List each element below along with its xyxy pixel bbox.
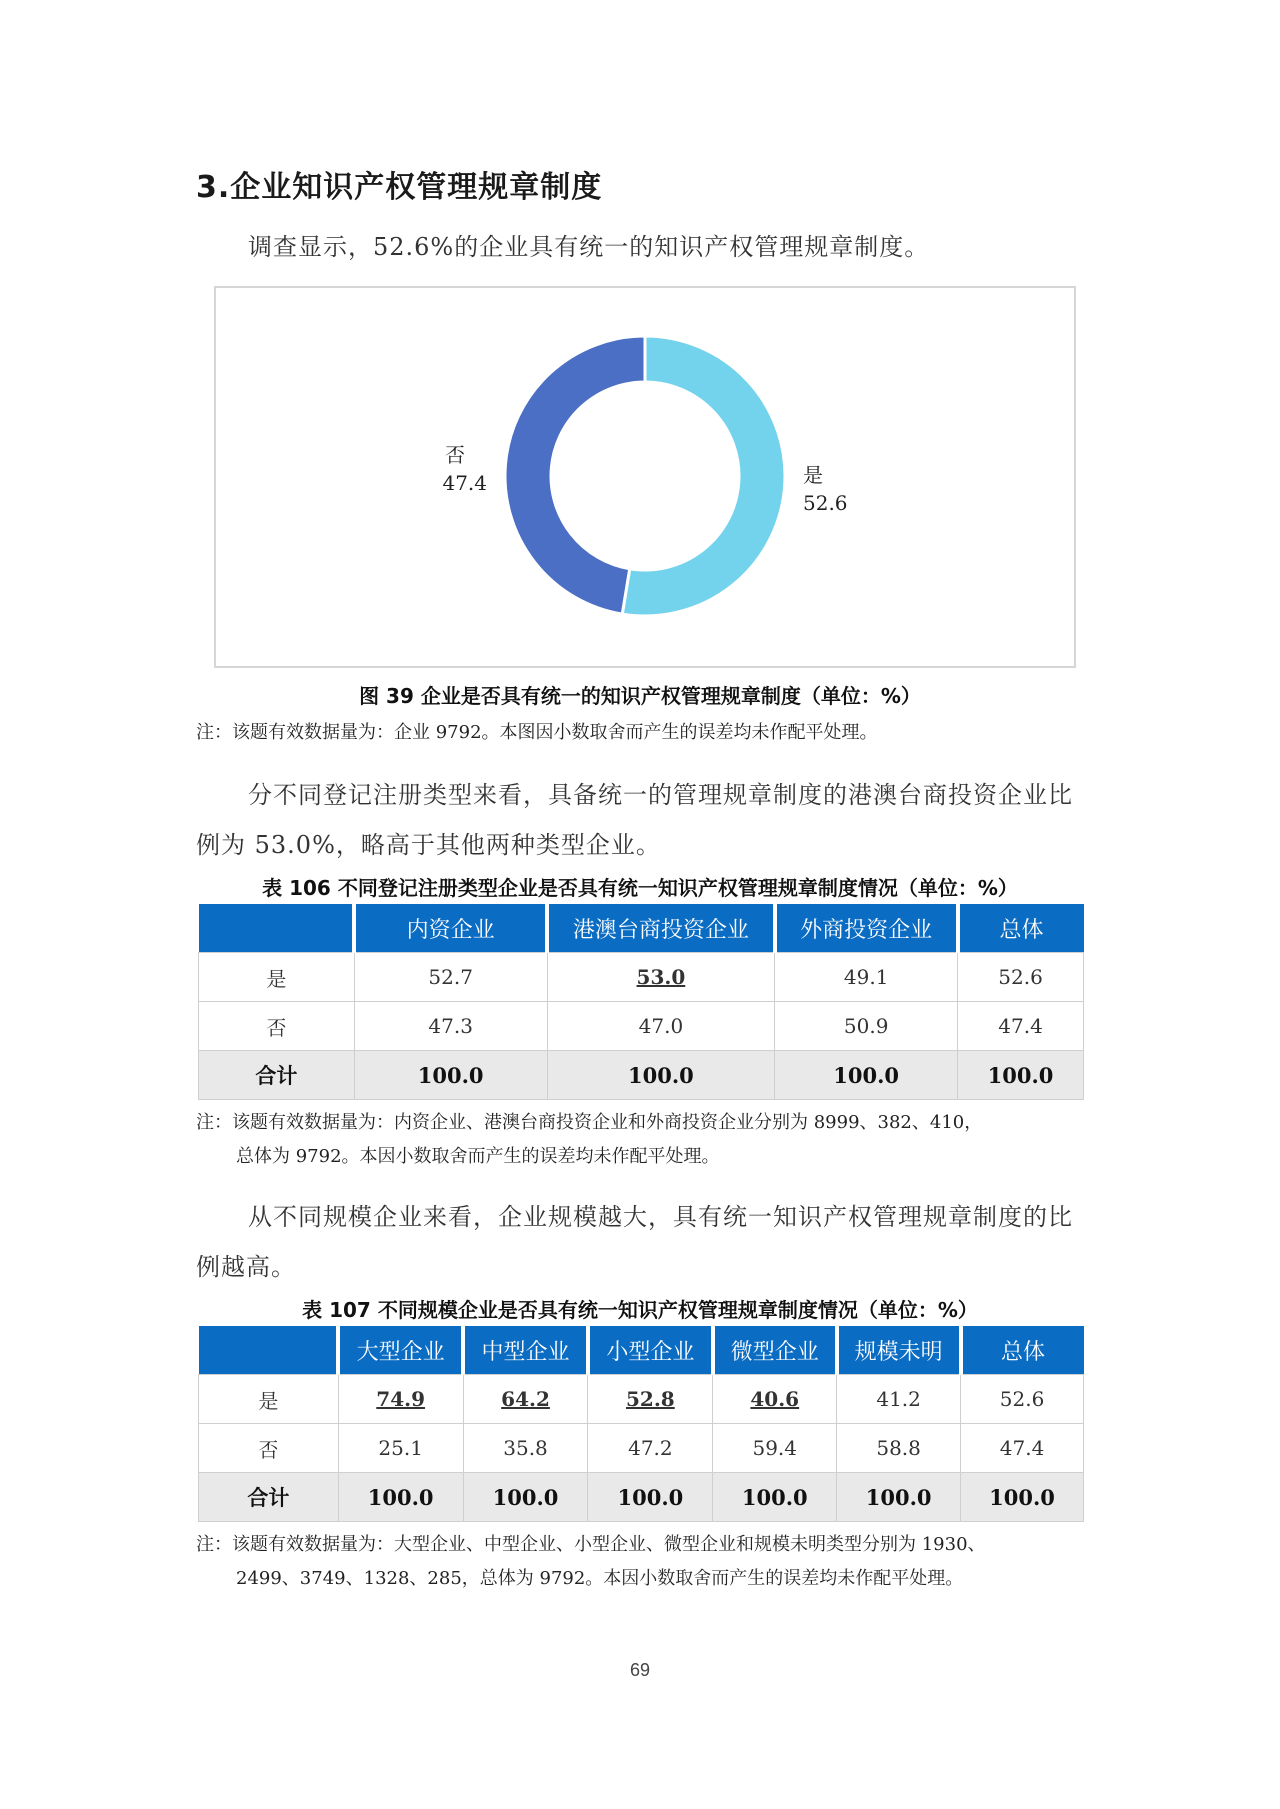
table-cell: 100.0 <box>463 1473 588 1522</box>
note-line: 2499、3749、1328、285，总体为 9792。本因小数取舍而产生的误差均未作配平处理。 <box>236 1568 964 1589</box>
table-107-note <box>196 1528 1096 1596</box>
table-106-note <box>196 1106 1096 1174</box>
table-cell: 50.9 <box>775 1002 958 1051</box>
table-cell: 53.0 <box>547 953 775 1002</box>
table-header-corner <box>199 904 355 953</box>
paragraph-line: 分不同登记注册类型来看，具备统一的管理规章制度的港澳台商投资企业比 <box>248 781 1073 809</box>
table-106-caption: 表 106 不同登记注册类型企业是否具有统一知识产权管理规章制度情况（单位：%） <box>262 876 1018 900</box>
table-header-corner <box>199 1326 339 1375</box>
table-row <box>199 1375 1084 1424</box>
table-106 <box>198 904 1084 1100</box>
donut-chart-frame <box>214 286 1076 668</box>
table-cell: 100.0 <box>775 1051 958 1100</box>
table-107 <box>198 1326 1084 1522</box>
table-header-cell: 中型企业 <box>463 1326 588 1375</box>
table-cell: 47.4 <box>961 1424 1084 1473</box>
page-number: 69 <box>629 1660 651 1680</box>
donut-value-label: 52.6 <box>803 491 848 515</box>
note-line: 总体为 9792。本因小数取舍而产生的误差均未作配平处理。 <box>236 1146 720 1167</box>
table-cell: 49.1 <box>775 953 958 1002</box>
table-cell: 52.8 <box>588 1375 713 1424</box>
intro-paragraph <box>196 222 1091 272</box>
table-cell: 58.8 <box>837 1424 961 1473</box>
table-cell: 100.0 <box>547 1051 775 1100</box>
table-cell: 100.0 <box>354 1051 547 1100</box>
donut-slice-no <box>505 336 645 614</box>
table-cell: 100.0 <box>958 1051 1084 1100</box>
note-line: 注：该题有效数据量为：大型企业、中型企业、小型企业、微型企业和规模未明类型分别为 1930、 <box>196 1534 986 1555</box>
table-row <box>199 1424 1084 1473</box>
donut-category-label: 是 <box>803 463 823 487</box>
table-header-row <box>199 1326 1084 1375</box>
table-total-row <box>199 1473 1084 1522</box>
donut-chart <box>216 288 1074 666</box>
donut-slice-yes <box>622 336 785 616</box>
table-cell: 100.0 <box>338 1473 463 1522</box>
table-header-cell: 港澳台商投资企业 <box>547 904 775 953</box>
paragraph-line: 例为 53.0%，略高于其他两种类型企业。 <box>196 831 661 859</box>
table-header-cell: 外商投资企业 <box>775 904 958 953</box>
donut-category-label: 否 <box>445 443 465 467</box>
table-cell: 40.6 <box>713 1375 837 1424</box>
table-cell: 59.4 <box>713 1424 837 1473</box>
table-row-label: 否 <box>199 1424 339 1473</box>
table-cell: 100.0 <box>961 1473 1084 1522</box>
paragraph-line: 从不同规模企业来看，企业规模越大，具有统一知识产权管理规章制度的比 <box>248 1203 1073 1231</box>
note-line: 注：该题有效数据量为：内资企业、港澳台商投资企业和外商投资企业分别为 8999、382、410， <box>196 1112 983 1133</box>
figure-caption: 图 39 企业是否具有统一的知识产权管理规章制度（单位：%） <box>359 684 921 708</box>
table-107-caption: 表 107 不同规模企业是否具有统一知识产权管理规章制度情况（单位：%） <box>302 1298 978 1322</box>
table-header-cell: 小型企业 <box>588 1326 713 1375</box>
table-row-label: 合计 <box>199 1051 355 1100</box>
table-total-row <box>199 1051 1084 1100</box>
table-cell: 52.6 <box>958 953 1084 1002</box>
paragraph-scale <box>196 1192 1091 1292</box>
paragraph-line: 例越高。 <box>196 1253 296 1281</box>
table-header-cell: 规模未明 <box>837 1326 961 1375</box>
figure-note: 注：该题有效数据量为：企业 9792。本图因小数取舍而产生的误差均未作配平处理。 <box>196 722 878 743</box>
table-header-cell: 总体 <box>961 1326 1084 1375</box>
paragraph-registration-type <box>196 770 1091 870</box>
table-cell: 47.2 <box>588 1424 713 1473</box>
section-title: 3.企业知识产权管理规章制度 <box>196 170 603 205</box>
donut-value-label: 47.4 <box>442 471 487 495</box>
table-cell: 64.2 <box>463 1375 588 1424</box>
table-row-label: 合计 <box>199 1473 339 1522</box>
table-header-cell: 总体 <box>958 904 1084 953</box>
table-cell: 100.0 <box>837 1473 961 1522</box>
table-cell: 41.2 <box>837 1375 961 1424</box>
table-cell: 47.0 <box>547 1002 775 1051</box>
table-row-label: 是 <box>199 953 355 1002</box>
table-header-cell: 大型企业 <box>338 1326 463 1375</box>
table-cell: 35.8 <box>463 1424 588 1473</box>
table-header-row <box>199 904 1084 953</box>
table-header-cell: 微型企业 <box>713 1326 837 1375</box>
table-row-label: 否 <box>199 1002 355 1051</box>
table-cell: 52.7 <box>354 953 547 1002</box>
table-cell: 25.1 <box>338 1424 463 1473</box>
table-cell: 47.3 <box>354 1002 547 1051</box>
table-cell: 74.9 <box>338 1375 463 1424</box>
table-row <box>199 953 1084 1002</box>
table-cell: 52.6 <box>961 1375 1084 1424</box>
table-header-cell: 内资企业 <box>354 904 547 953</box>
table-cell: 100.0 <box>713 1473 837 1522</box>
table-row-label: 是 <box>199 1375 339 1424</box>
table-cell: 100.0 <box>588 1473 713 1522</box>
table-cell: 47.4 <box>958 1002 1084 1051</box>
intro-text: 调查显示，52.6%的企业具有统一的知识产权管理规章制度。 <box>248 233 930 261</box>
table-row <box>199 1002 1084 1051</box>
